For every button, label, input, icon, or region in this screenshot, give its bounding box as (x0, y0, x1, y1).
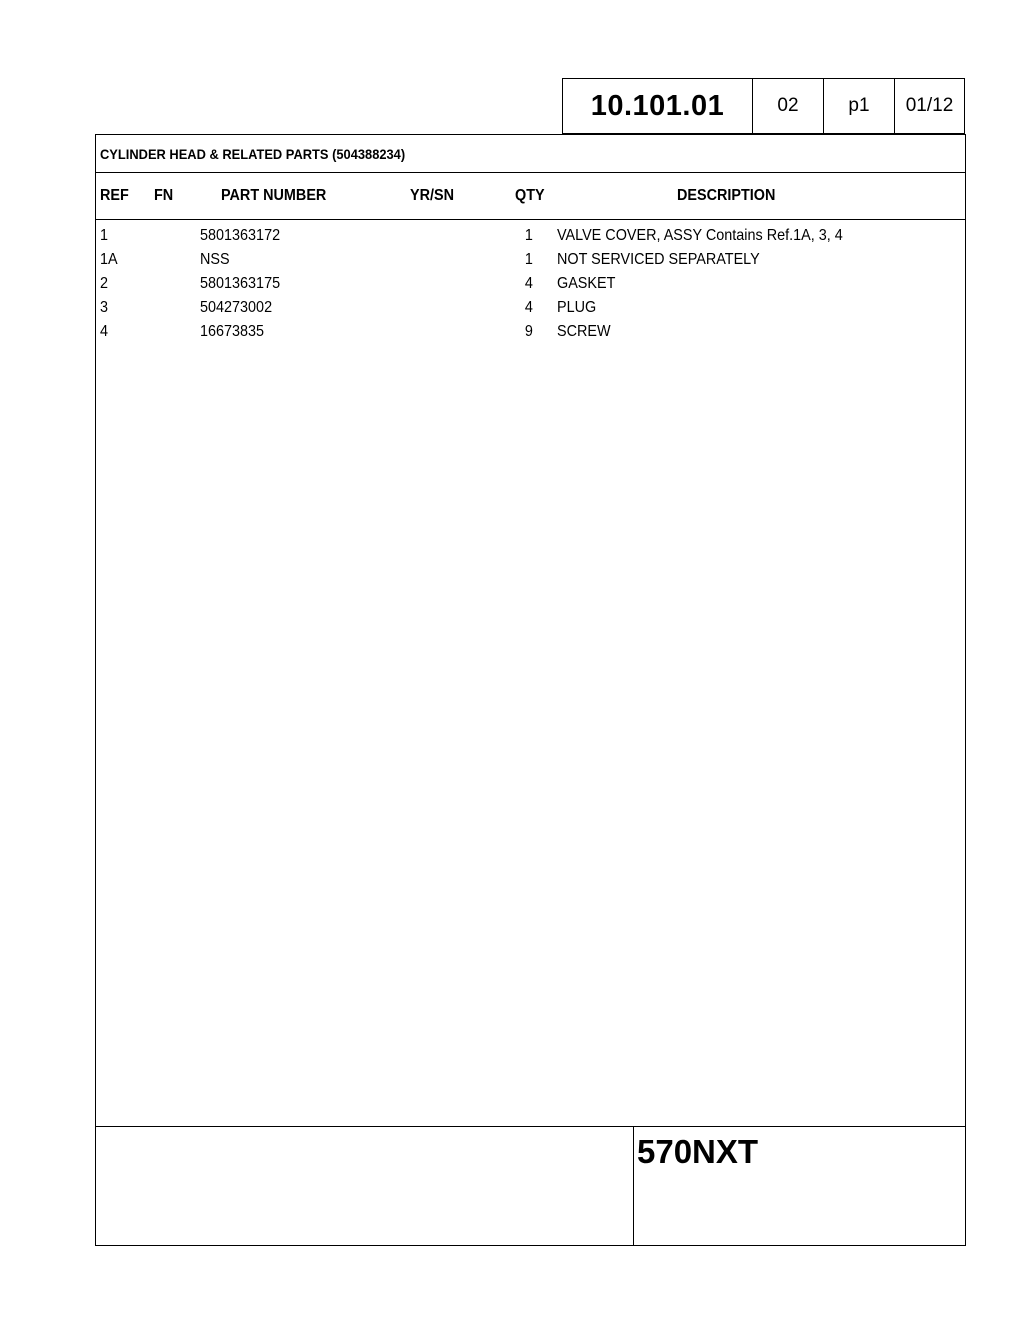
cell-qty: 9 (524, 323, 533, 340)
table-title-row (96, 135, 965, 173)
cell-part-number: 16673835 (200, 323, 265, 340)
table-row (96, 251, 965, 275)
footer-box (96, 1126, 965, 1245)
table-row (96, 299, 965, 323)
cell-ref: 1A (100, 251, 118, 268)
cell-ref: 2 (100, 275, 109, 292)
model-name: 570NXT (637, 1133, 759, 1170)
cell-ref: 3 (100, 299, 109, 316)
cell-qty: 4 (524, 299, 533, 316)
cell-qty: 1 (524, 227, 533, 244)
cell-qty: 1 (524, 251, 533, 268)
table-row (96, 275, 965, 299)
cell-qty: 4 (524, 275, 533, 292)
col-description: DESCRIPTION (677, 187, 776, 204)
cell-ref: 1 (100, 227, 109, 244)
col-qty: QTY (515, 187, 545, 204)
table-title: CYLINDER HEAD & RELATED PARTS (504388234) (100, 145, 406, 162)
cell-ref: 4 (100, 323, 109, 340)
cell-description: SCREW (557, 323, 611, 340)
cell-description: VALVE COVER, ASSY Contains Ref.1A, 3, 4 (557, 227, 843, 244)
col-fn: FN (154, 187, 174, 204)
table-row (96, 227, 965, 251)
cell-part-number: NSS (200, 251, 230, 268)
footer-model-cell (633, 1127, 965, 1245)
cell-description: GASKET (557, 275, 616, 292)
cell-part-number: 5801363172 (200, 227, 281, 244)
page-header-box (562, 78, 965, 134)
section-number: 10.101.01 (590, 89, 725, 122)
revision-number: 02 (752, 79, 823, 133)
cell-description: NOT SERVICED SEPARATELY (557, 251, 760, 268)
col-ref: REF (100, 187, 129, 204)
parts-rows (96, 227, 965, 347)
cell-part-number: 5801363175 (200, 275, 281, 292)
cell-description: PLUG (557, 299, 597, 316)
col-yr-sn: YR/SN (410, 187, 455, 204)
parts-table (95, 134, 966, 1246)
page-number: p1 (823, 79, 894, 133)
col-part-number: PART NUMBER (221, 187, 327, 204)
table-row (96, 323, 965, 347)
issue-date: 01/12 (894, 79, 964, 133)
column-header-row (96, 173, 965, 220)
cell-part-number: 504273002 (200, 299, 273, 316)
